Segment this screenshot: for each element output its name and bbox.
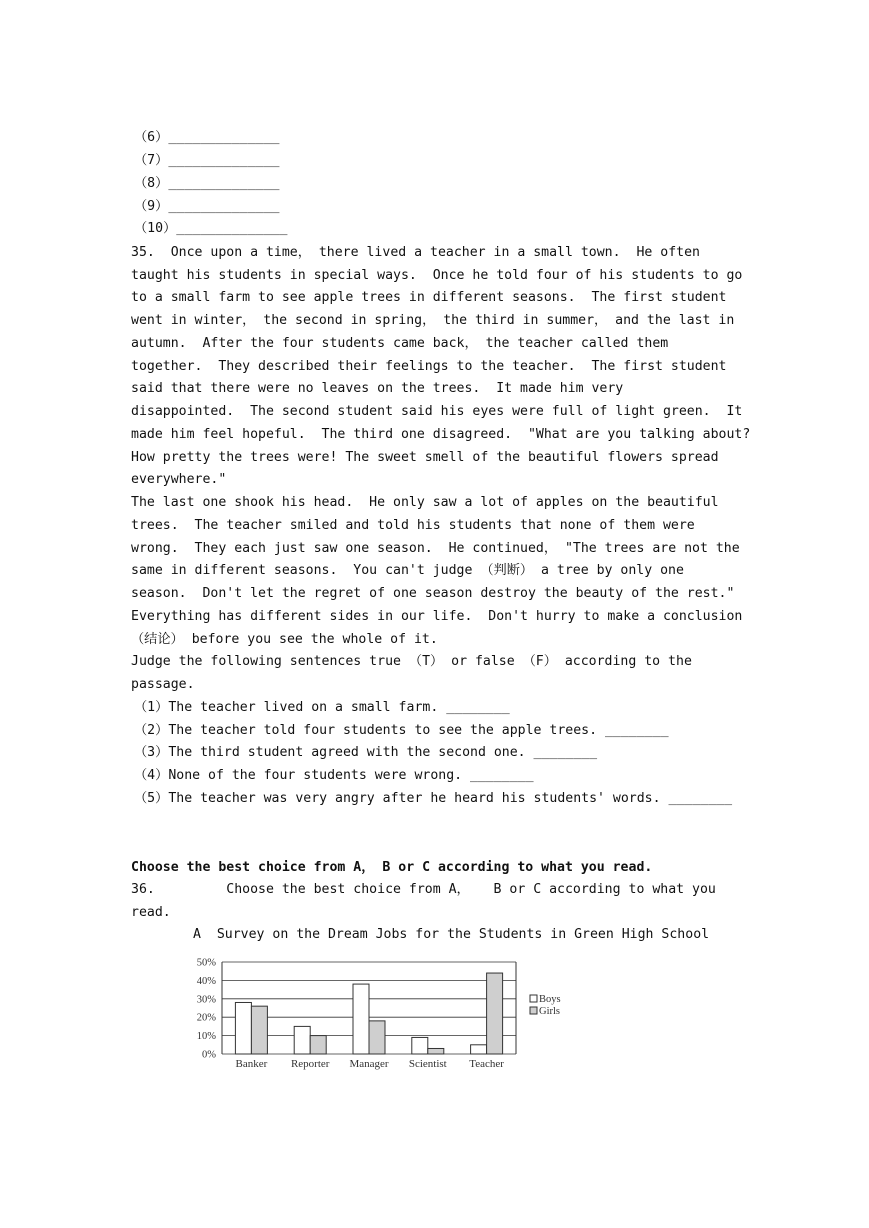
passage-line: same in different seasons. You can't judge （判断） a tree by only one <box>131 563 684 578</box>
x-tick-label: Manager <box>349 1058 389 1070</box>
y-tick-label: 40% <box>196 975 216 987</box>
passage-line: How pretty the trees were! The sweet smell of the beautiful flowers spread <box>131 450 719 465</box>
legend-swatch-girls <box>530 1007 537 1014</box>
passage-line: 35. Once upon a time， there lived a teacher in a small town. He often <box>131 245 700 260</box>
tf-question-2: （2）The teacher told four students to see the apple trees. ________ <box>134 723 669 738</box>
tf-question-1: （1）The teacher lived on a small farm. ________ <box>134 700 510 715</box>
bar-boys-banker <box>235 1002 251 1054</box>
passage-line: wrong. They each just saw one season. He continued， "The trees are not the <box>131 541 740 556</box>
answer-blank-9: （9）______________ <box>134 199 280 214</box>
bar-girls-banker <box>251 1006 267 1054</box>
x-axis-labels <box>236 1058 505 1070</box>
passage-line: taught his students in special ways. Once he told four of his students to go <box>131 268 743 283</box>
answer-blank-10: （10）______________ <box>134 221 288 236</box>
tf-question-3: （3）The third student agreed with the second one. ________ <box>134 745 598 760</box>
passage-line: trees. The teacher smiled and told his students that none of them were <box>131 518 695 533</box>
passage-line: autumn. After the four students came back， the teacher called them <box>131 336 669 351</box>
answer-blank-8: （8）______________ <box>134 176 280 191</box>
bar-girls-scientist <box>428 1048 444 1054</box>
passage-line: passage. <box>131 677 195 692</box>
x-tick-label: Teacher <box>469 1058 504 1070</box>
tf-question-4: （4）None of the four students were wrong. ________ <box>134 768 534 783</box>
passage-line: （结论） before you see the whole of it. <box>131 632 438 647</box>
bar-boys-manager <box>353 984 369 1054</box>
passage-line: everywhere." <box>131 472 227 487</box>
y-tick-label: 10% <box>196 1031 216 1043</box>
passage-line: made him feel hopeful. The third one disagreed. "What are you talking about? <box>131 427 751 442</box>
y-tick-label: 0% <box>202 1049 216 1061</box>
chart-legend <box>530 994 561 1017</box>
passage-line: Everything has different sides in our life. Don't hurry to make a conclusion <box>131 609 743 624</box>
bar-boys-scientist <box>412 1037 428 1054</box>
passage-line: went in winter， the second in spring， the third in summer， and the last in <box>131 313 735 328</box>
dream-jobs-bar-chart <box>192 950 572 1072</box>
x-tick-label: Banker <box>235 1058 268 1070</box>
q36-instruction-cont: read. <box>131 905 171 920</box>
bar-girls-manager <box>369 1021 385 1054</box>
chart-bars <box>235 973 502 1054</box>
legend-label: Boys <box>539 994 561 1005</box>
passage-line: to a small farm to see apple trees in different seasons. The first student <box>131 290 727 305</box>
x-tick-label: Scientist <box>408 1058 447 1070</box>
passage-line: together. They described their feelings to the teacher. The first student <box>131 359 727 374</box>
x-tick-label: Reporter <box>290 1058 330 1070</box>
tf-question-5: （5）The teacher was very angry after he heard his students' words. ________ <box>134 791 733 806</box>
y-tick-label: 50% <box>196 957 216 969</box>
bar-girls-reporter <box>310 1036 326 1054</box>
answer-blank-7: （7）______________ <box>134 153 280 168</box>
bar-girls-teacher <box>487 973 503 1054</box>
legend-swatch-boys <box>530 995 537 1002</box>
passage-line: season. Don't let the regret of one season destroy the beauty of the rest." <box>131 586 735 601</box>
bar-boys-reporter <box>294 1026 310 1054</box>
section-heading: Choose the best choice from A， B or C according to what you read. <box>131 860 653 875</box>
legend-label: Girls <box>539 1006 560 1017</box>
y-axis-ticks <box>197 958 217 1061</box>
q36-instruction: 36. Choose the best choice from A， B or C according to what you <box>131 882 716 897</box>
passage-line: disappointed. The second student said his eyes were full of light green. It <box>131 404 743 419</box>
bar-boys-teacher <box>471 1045 487 1054</box>
chart-caption: A Survey on the Dream Jobs for the Students in Green High School <box>193 927 710 942</box>
y-tick-label: 20% <box>196 1012 216 1024</box>
passage-line: Judge the following sentences true （T） or false （F） according to the <box>131 654 692 669</box>
y-tick-label: 30% <box>196 994 216 1006</box>
passage-line: said that there were no leaves on the trees. It made him very <box>131 381 624 396</box>
answer-blank-6: （6）______________ <box>134 130 280 145</box>
passage-line: The last one shook his head. He only saw a lot of apples on the beautiful <box>131 495 719 510</box>
